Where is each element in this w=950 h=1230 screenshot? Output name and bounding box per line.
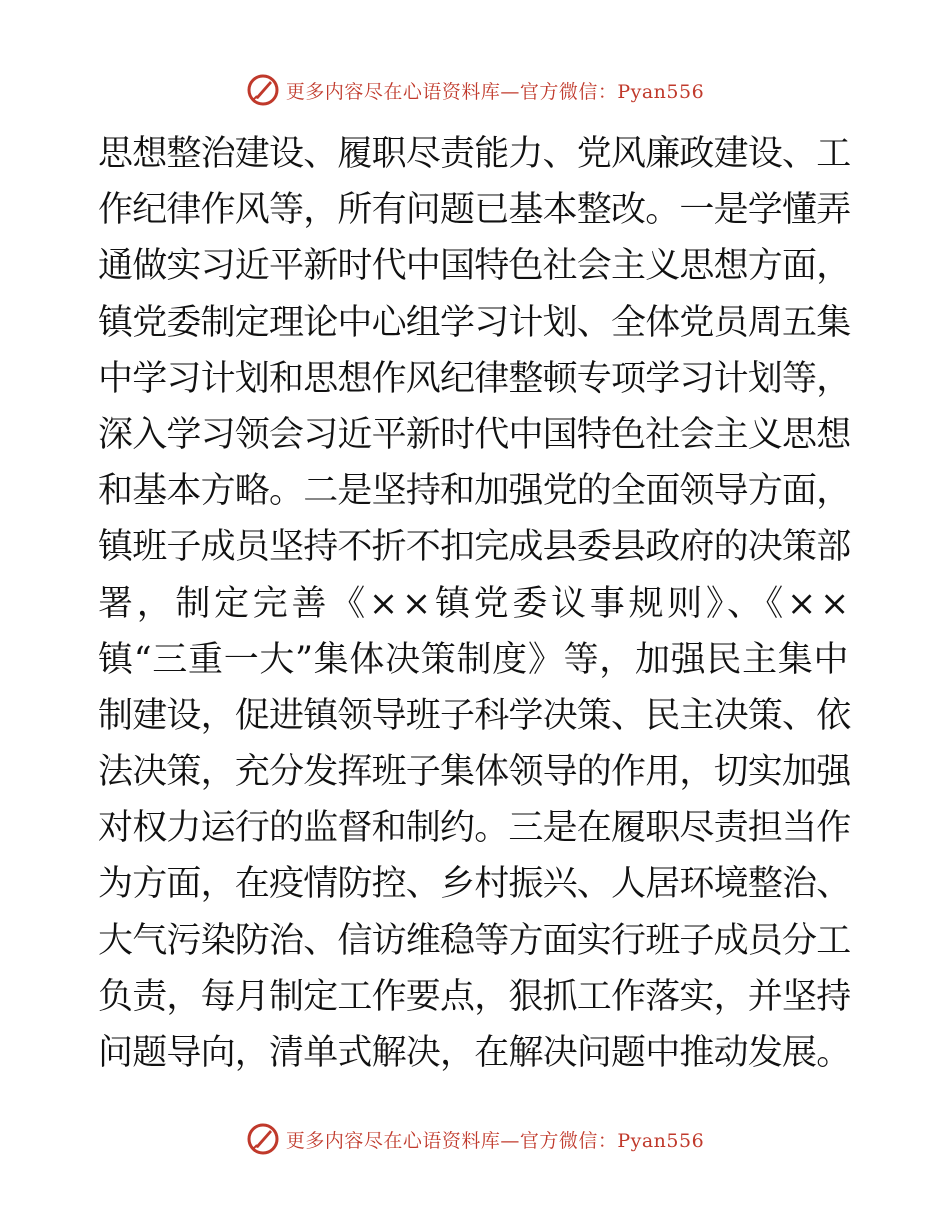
header-banner-text	[286, 77, 704, 104]
body-line: 和基本方略。二是坚持和加强党的全面领导方面，	[98, 471, 851, 512]
footer-wechat-text: 官方微信：Pyan556	[519, 1129, 705, 1152]
body-line: 负责，每月制定工作要点，狠抓工作落实，并坚持	[98, 976, 851, 1017]
body-line: 镇党委制定理论中心组学习计划、全体党员周五集	[98, 302, 851, 343]
footer-separator: —	[500, 1129, 520, 1152]
body-line: 作纪律作风等，所有问题已基本整改。一是学懂弄	[98, 190, 851, 231]
body-line: 对权力运行的监督和制约。三是在履职尽责担当作	[98, 808, 851, 849]
body-line: 深入学习领会习近平新时代中国特色社会主义思想	[98, 414, 851, 455]
body-line: 镇班子成员坚持不折不扣完成县委县政府的决策部	[98, 527, 851, 568]
body-line: 问题导向，清单式解决，在解决问题中推动发展。	[98, 1033, 851, 1073]
body-line: 法决策，充分发挥班子集体领导的作用，切实加强	[98, 752, 851, 793]
body-line: 镇“三重一大”集体决策制度》等，加强民主集中	[98, 639, 850, 680]
footer-site-text: 更多内容尽在心语资料库	[285, 1129, 501, 1152]
header-site-text: 更多内容尽在心语资料库	[285, 80, 501, 103]
body-line: 大气污染防治、信访维稳等方面实行班子成员分工	[98, 920, 851, 961]
footer-watermark-banner	[0, 1119, 950, 1159]
quill-logo-icon	[246, 73, 280, 107]
body-line: 为方面，在疫情防控、乡村振兴、人居环境整治、	[98, 864, 851, 905]
header-wechat-text: 官方微信：Pyan556	[519, 80, 705, 103]
footer-banner-text	[286, 1126, 704, 1153]
quill-logo-icon	[246, 1122, 280, 1156]
body-line: 思想整治建设、履职尽责能力、党风廉政建设、工	[98, 134, 851, 174]
body-line: 通做实习近平新时代中国特色社会主义思想方面，	[98, 246, 851, 287]
body-line: 制建设，促进镇领导班子科学决策、民主决策、依	[98, 695, 851, 736]
header-separator: —	[500, 80, 520, 103]
body-paragraph	[98, 126, 858, 1081]
header-watermark-banner	[0, 70, 950, 110]
body-line: 中学习计划和思想作风纪律整顿专项学习计划等，	[98, 358, 851, 399]
body-line: 署，制定完善《××镇党委议事规则》、《××	[98, 583, 854, 624]
